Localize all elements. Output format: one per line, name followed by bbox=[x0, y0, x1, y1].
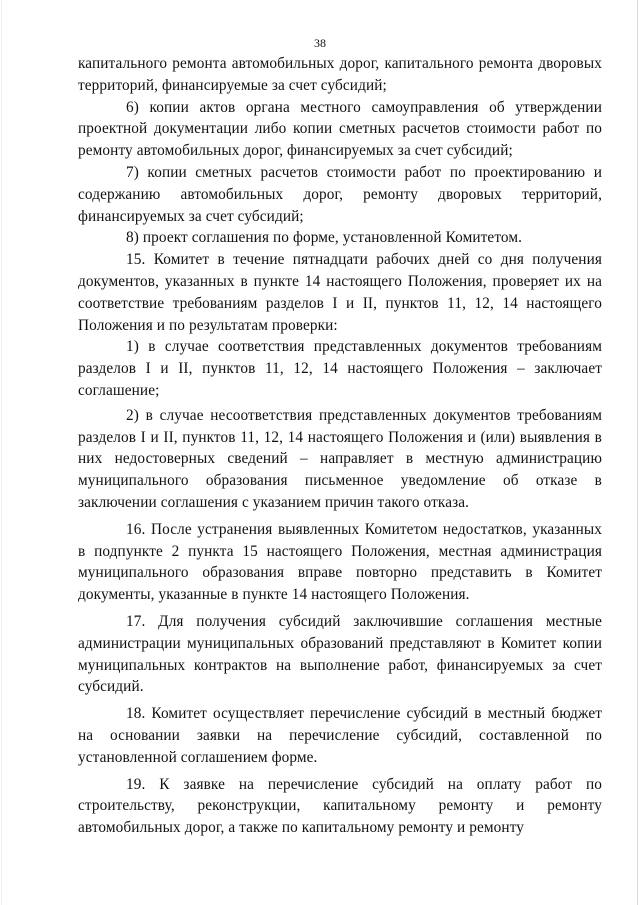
scan-edge-left bbox=[1, 0, 2, 905]
paragraph-clause-16: 16. После устранения выявленных Комитетом недостатков, указанных в подпункте 2 пункта 15 настоящего Положения, местная администрация муниципального образования вправе повторно представить в Комитет документы, указанные в пункте 14 настоящего Положения. bbox=[78, 520, 602, 604]
paragraph-clause-15-item-2: 2) в случае несоответствия представленных документов требованиям разделов I и II, пунктов 11, 12, 14 настоящего Положения и (или) выявления в них недостоверных сведений – направляет в местную администрацию муниципального образования письменное уведомление об отказе в заключении соглашения с указанием причин такого отказа. bbox=[78, 406, 602, 511]
paragraph-clause-19: 19. К заявке на перечисление субсидий на оплату работ по строительству, реконструкции, капитальному ремонту и ремонту автомобильных дорог, а также по капитальному ремонту и ремонту bbox=[78, 775, 602, 837]
paragraph-clause-17: 17. Для получения субсидий заключившие соглашения местные администрации муниципальных образований представляют в Комитет копии муниципальных контрактов на выполнение работ, финансируемых за счет субсидий. bbox=[78, 612, 602, 696]
paragraph-clause-18: 18. Комитет осуществляет перечисление субсидий в местный бюджет на основании заявки на перечисление субсидий, составленной по установленной соглашением форме. bbox=[78, 705, 602, 766]
paragraph-continuation: капитального ремонта автомобильных дорог, капитального ремонта дворовых территорий, финансируемые за счет субсидий; bbox=[78, 55, 602, 94]
paragraph-item-7: 7) копии сметных расчетов стоимости работ по проектированию и содержанию автомобильных дорог, ремонту дворовых территорий, финансируемых за счет субсидий; bbox=[78, 163, 602, 225]
document-body bbox=[78, 53, 602, 839]
scan-edge-right bbox=[637, 0, 638, 905]
paragraph-item-8: 8) проект соглашения по форме, установленной Комитетом. bbox=[126, 229, 523, 247]
page-number: 38 bbox=[314, 36, 326, 50]
paragraph-clause-15-item-1: 1) в случае соответствия представленных документов требованиям разделов I и II, пунктов 11, 12, 14 настоящего Положения – заключает соглашение; bbox=[78, 338, 602, 399]
paragraph-clause-15: 15. Комитет в течение пятнадцати рабочих дней со дня получения документов, указанных в пункте 14 настоящего Положения, проверяет их на соответствие требованиям разделов I и II, пунктов 11, 12, 14 настоящего Положения и по результатам проверки: bbox=[78, 251, 602, 334]
paragraph-item-6: 6) копии актов органа местного самоуправления об утверждении проектной документации либо копии сметных расчетов стоимости работ по ремонту автомобильных дорог, финансируемых за счет субсидий; bbox=[78, 98, 602, 160]
